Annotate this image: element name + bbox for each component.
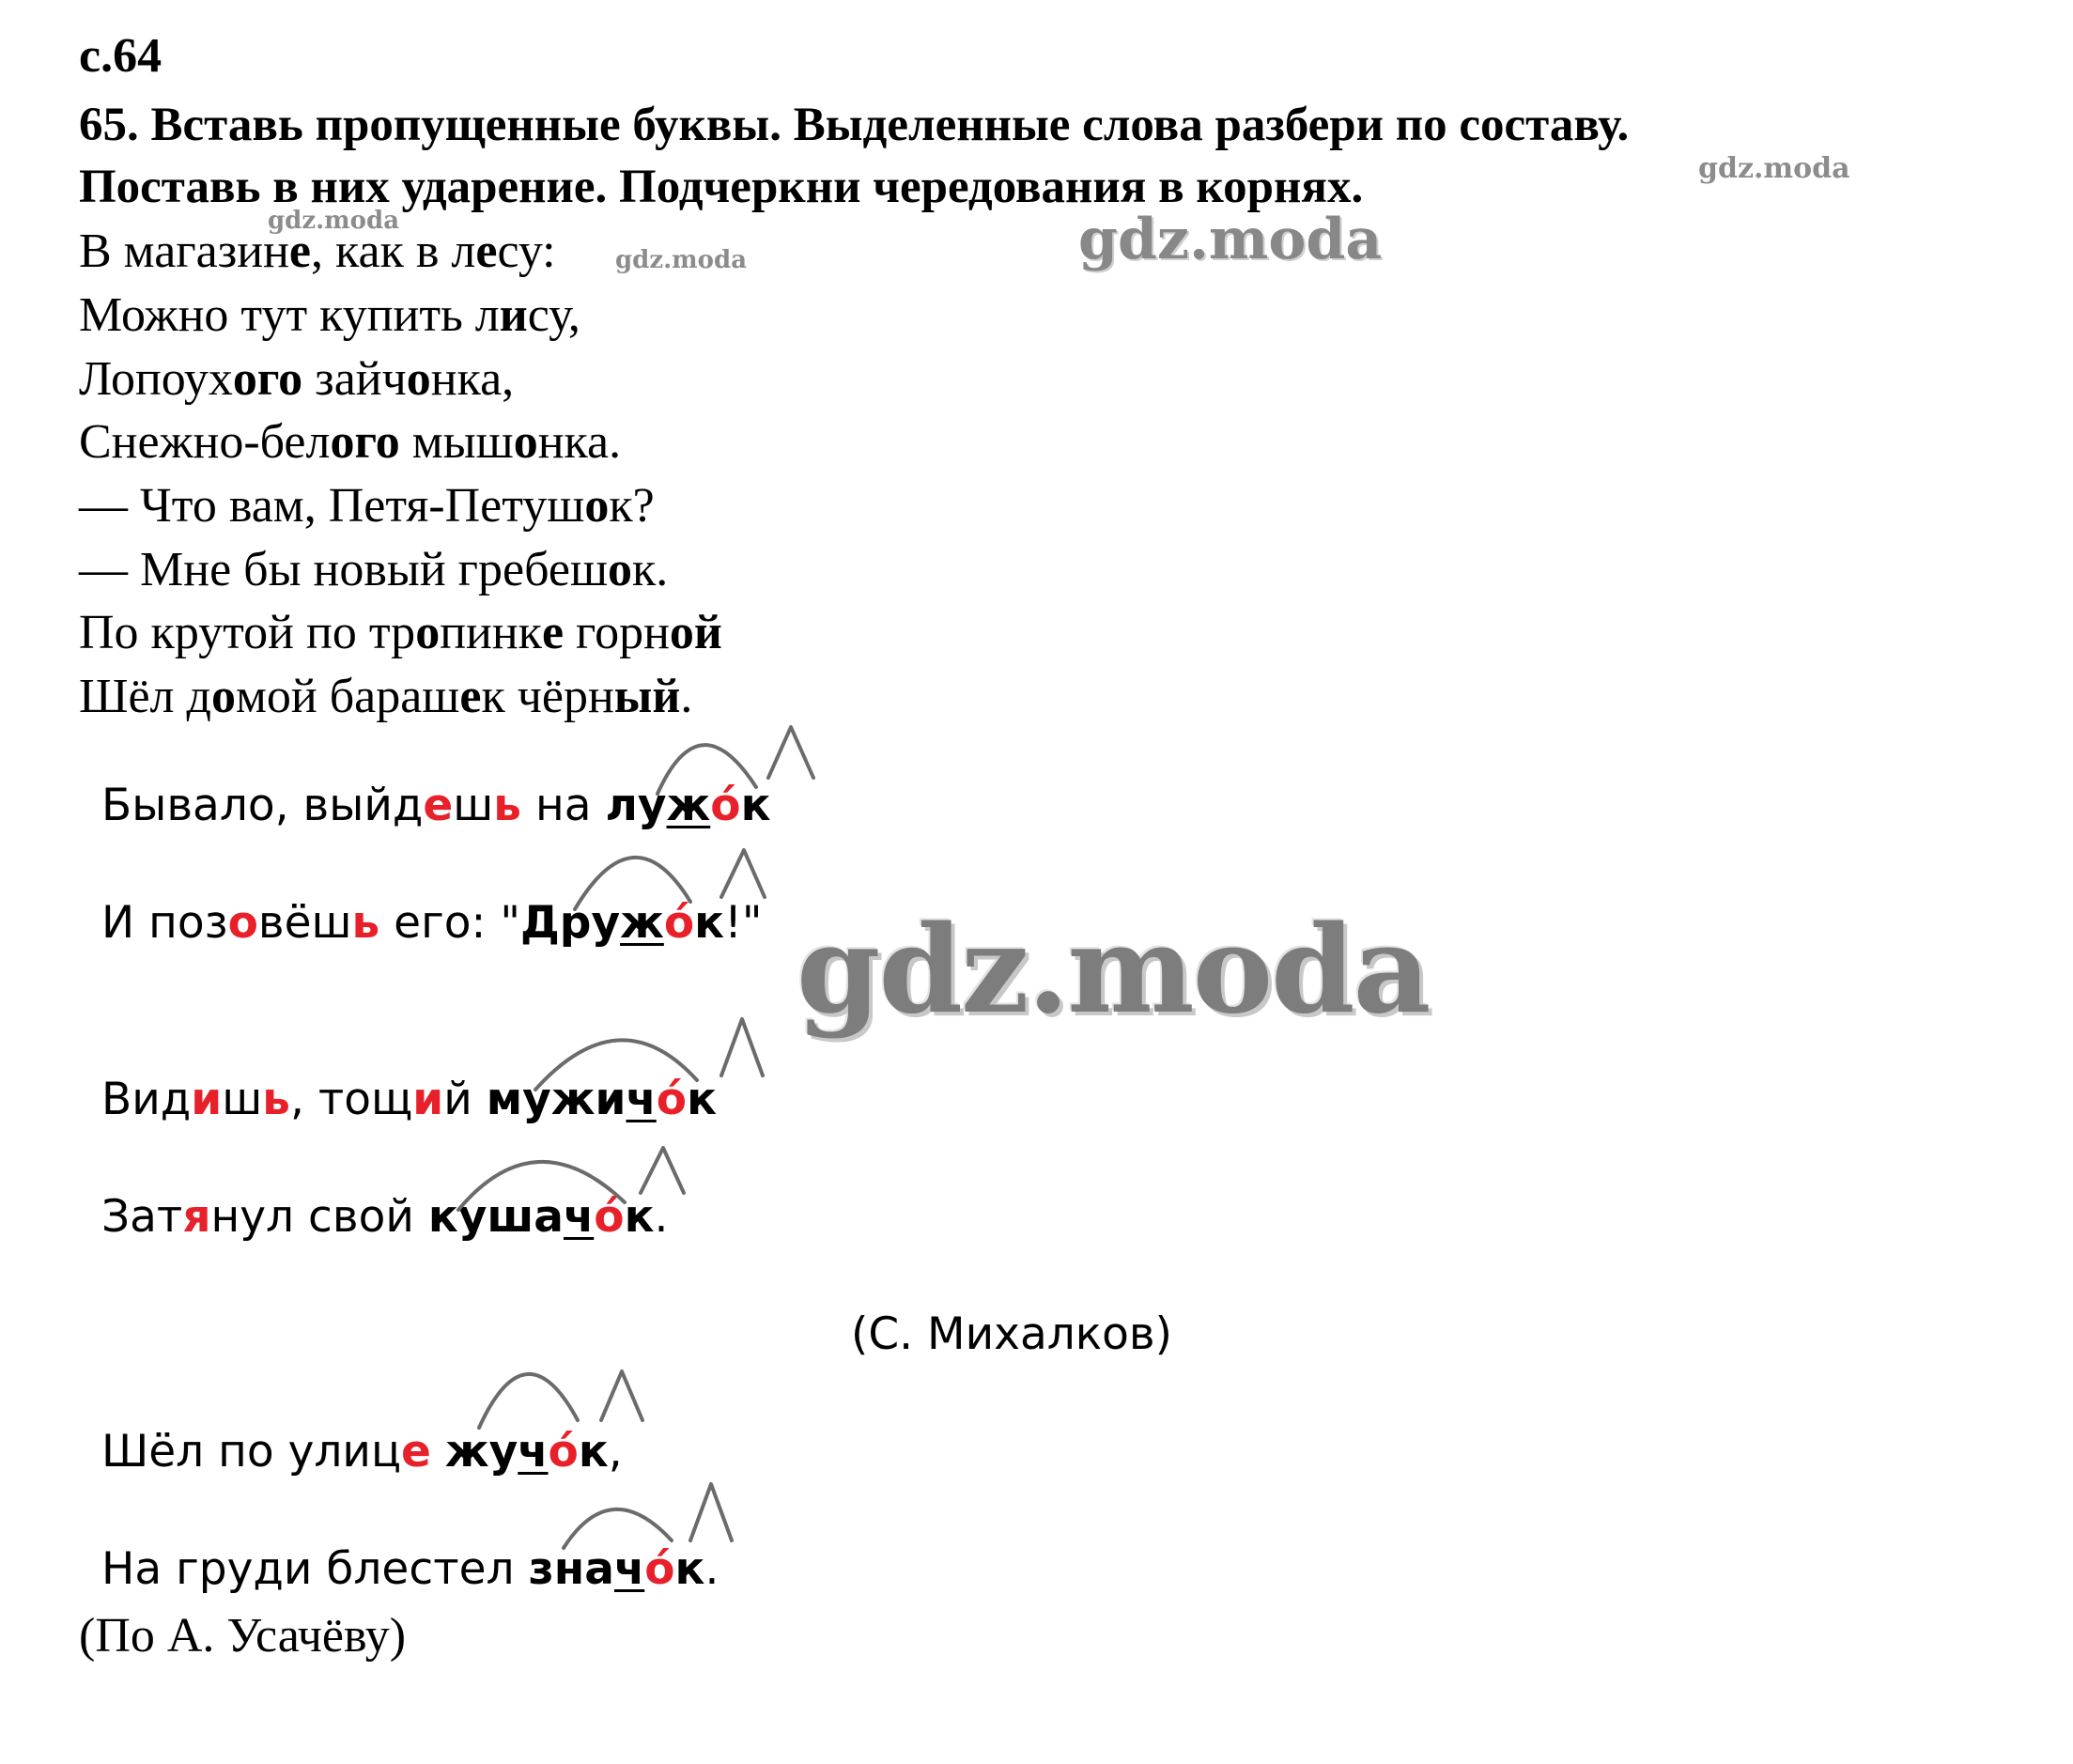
poem1-line-4: Снежно-белого мышонка.	[79, 415, 622, 469]
watermark-logo: gdz.moda	[268, 207, 400, 235]
watermark-logo: gdz.moda	[615, 246, 748, 274]
poem1-line-6: — Мне бы новый гребешок.	[79, 543, 669, 596]
watermark-logo: gdz.moda	[1078, 207, 1383, 272]
poem1-line-7: По крутой по тропинке горной	[79, 606, 722, 659]
page-number: с.64	[79, 29, 162, 83]
word-zhuchok: жучóк	[444, 1426, 609, 1478]
poem2-line-6: На груди блестел значóк.	[101, 1543, 719, 1595]
task-instruction-line-1: 65. Вставь пропущенные буквы. Выделенные слова разбери по составу.	[79, 99, 1630, 151]
word-luzhok: лужóк	[605, 780, 771, 831]
suffix-caret-zhuchok	[601, 1371, 642, 1420]
final-author: (По А. Усачёву)	[79, 1609, 407, 1663]
poem1-line-5: — Что вам, Петя-Петушок?	[79, 479, 655, 533]
poem2-author: (С. Михалков)	[851, 1308, 1172, 1360]
poem2-line-5: Шёл по улице жучóк,	[101, 1426, 623, 1478]
word-kushachok: кушачóк	[427, 1191, 655, 1243]
suffix-caret-znachok	[690, 1484, 732, 1540]
poem2-line-3: Видишь, тощий мужичóк	[101, 1074, 717, 1125]
suffix-caret-muzhichok	[721, 1019, 763, 1075]
suffix-caret-luzhok	[768, 727, 813, 778]
root-arc-znachok	[564, 1509, 672, 1548]
poem1-line-2: Можно тут купить лису,	[79, 288, 580, 342]
poem2-line-4: Затянул свой кушачóк.	[101, 1191, 669, 1243]
word-druzhok: Дружóк	[519, 897, 725, 949]
task-instruction-line-2: Поставь в них ударение. Подчеркни чередования в корнях.	[79, 161, 1364, 213]
poem1-line-1: В магазине, как в лесу:	[79, 224, 556, 278]
poem1-line-3: Лопоухого зайчонка,	[79, 352, 515, 406]
watermark-logo: gdz.moda	[797, 900, 1430, 1041]
poem2-line-1: Бывало, выйдешь на лужóк	[101, 780, 771, 831]
root-arc-zhuchok	[479, 1374, 578, 1428]
word-muzhichok: мужичóк	[486, 1074, 717, 1125]
word-znachok: значóк	[528, 1543, 705, 1595]
suffix-caret-druzhok	[721, 850, 765, 897]
suffix-caret-kushachok	[641, 1148, 684, 1193]
poem1-line-8: Шёл домой барашек чёрный.	[79, 670, 693, 723]
watermark-logo: gdz.moda	[1698, 152, 1850, 185]
poem2-line-2: И позовёшь его: "Дружóк!"	[101, 897, 763, 949]
